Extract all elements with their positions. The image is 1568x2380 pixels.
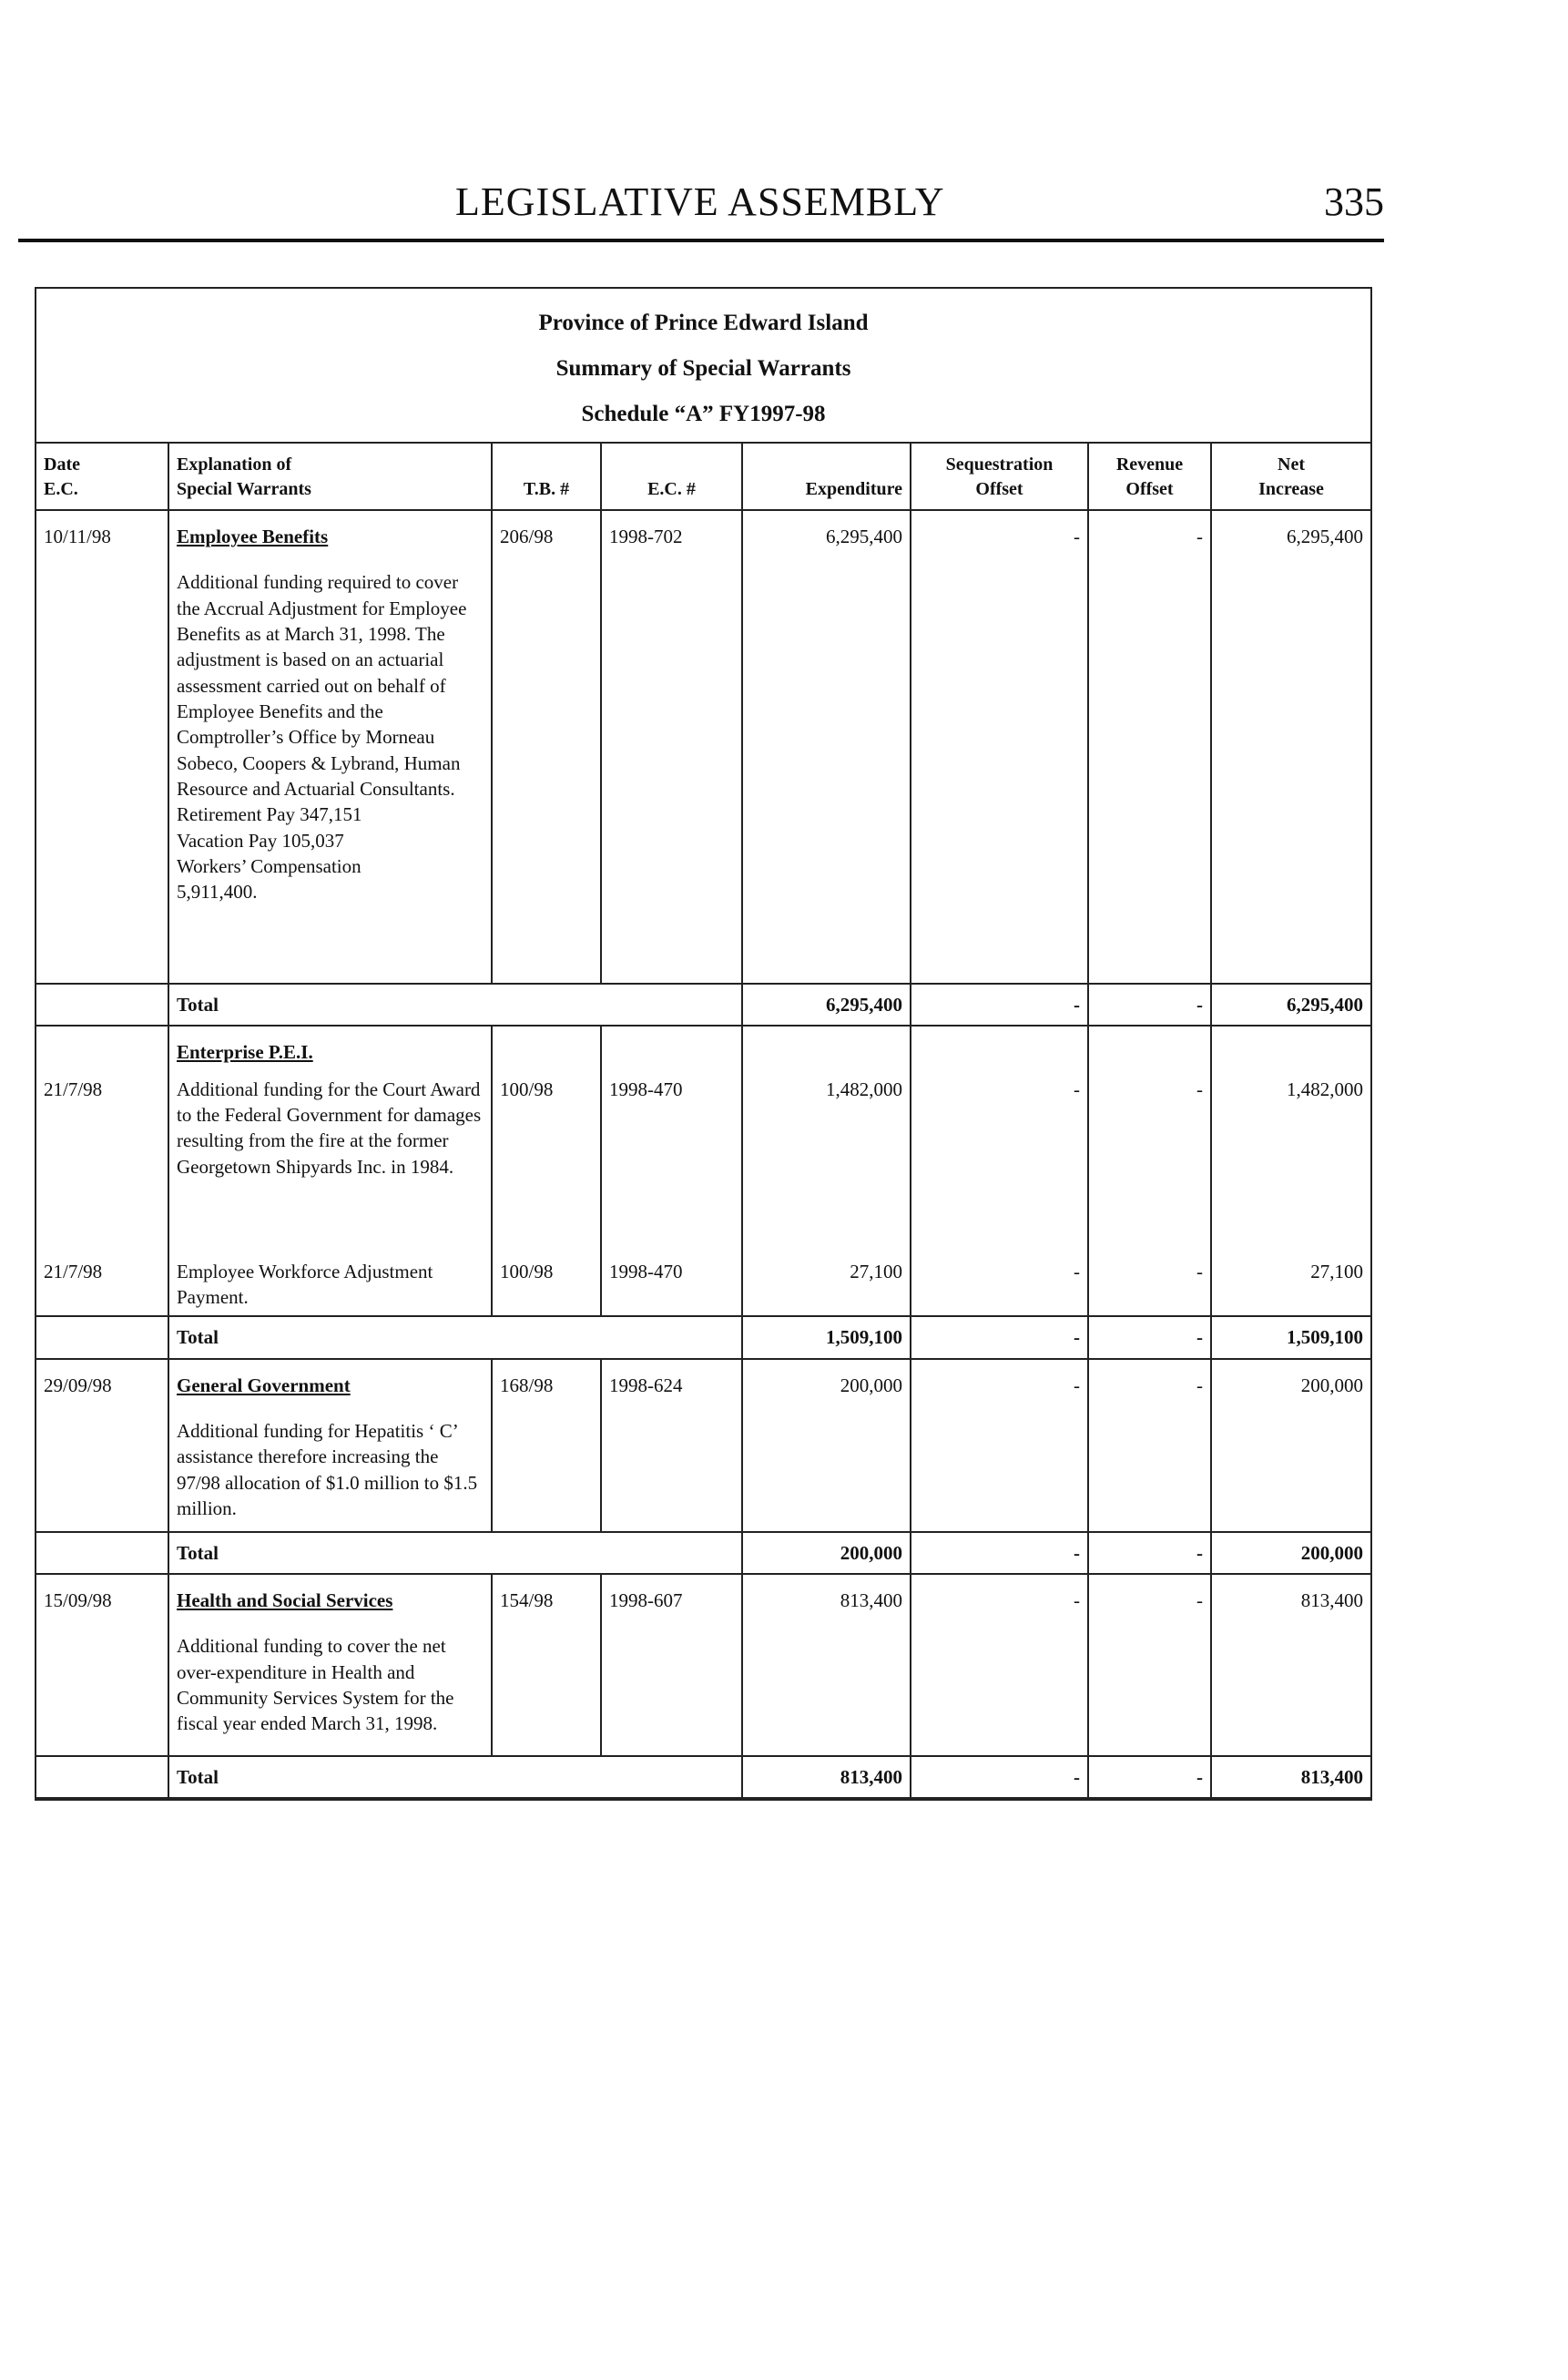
col-date-ec: Date E.C. — [36, 442, 168, 510]
column-header-row — [36, 442, 1370, 510]
entry-ec-number: 1998-607 — [601, 1574, 742, 1756]
total-expenditure: 1,509,100 — [742, 1316, 911, 1358]
total-net-increase: 813,400 — [1211, 1756, 1370, 1798]
table-row — [36, 510, 1370, 984]
entry-date: 10/11/98 — [44, 526, 111, 547]
entry-date: 21/7/98 — [44, 1260, 103, 1282]
entry-tb-number: 100/98 — [492, 1071, 601, 1253]
entry-tb-number: 100/98 — [492, 1253, 601, 1317]
total-net-increase: 200,000 — [1211, 1532, 1370, 1574]
caption-schedule: Schedule “A” FY1997-98 — [581, 402, 826, 426]
section-heading-label: Enterprise P.E.I. — [177, 1041, 313, 1064]
entry-sequestration-offset: - — [911, 1574, 1088, 1756]
total-row — [36, 1532, 1370, 1574]
total-expenditure: 813,400 — [742, 1756, 911, 1798]
entry-net-increase: 27,100 — [1211, 1253, 1370, 1317]
section-heading-spacer — [36, 1026, 168, 1070]
total-sequestration-offset: - — [911, 1532, 1088, 1574]
total-expenditure: 200,000 — [742, 1532, 911, 1574]
col-net-increase: Net Increase — [1211, 442, 1370, 510]
entry-revenue-offset: - — [1088, 1071, 1211, 1253]
total-label: Total — [168, 1316, 742, 1358]
col-tb-number: T.B. # — [492, 442, 601, 510]
empty-cell — [911, 1026, 1088, 1070]
total-revenue-offset: - — [1088, 984, 1211, 1026]
entry-net-increase: 813,400 — [1211, 1574, 1370, 1756]
total-expenditure: 6,295,400 — [742, 984, 911, 1026]
col-revenue-offset: Revenue Offset — [1088, 442, 1211, 510]
total-label: Total — [168, 1756, 742, 1798]
special-warrants-table — [36, 442, 1370, 1799]
col-explanation: Explanation of Special Warrants — [168, 442, 492, 510]
entry-date: 29/09/98 — [44, 1374, 112, 1396]
table-row — [36, 1574, 1370, 1756]
total-revenue-offset: - — [1088, 1756, 1211, 1798]
entry-sequestration-offset: - — [911, 1359, 1088, 1532]
empty-cell — [492, 1026, 601, 1070]
page-header — [18, 179, 1384, 242]
entry-sequestration-offset: - — [911, 1253, 1088, 1317]
entry-ec-number: 1998-470 — [601, 1071, 742, 1253]
empty-cell — [742, 1026, 911, 1070]
empty-cell — [1088, 1026, 1211, 1070]
entry-expenditure: 200,000 — [742, 1359, 911, 1532]
entry-description: Additional funding required to cover the Accrual Adjustment for Employee Benefits as at March 31, 1998. The adjustment is based on an actuarial assessment carried out on behalf of Employee Benefits and the Comptroller’s Office by Morneau Sobeco, Coopers & Lybrand, Human Resource and Actuarial Consultants. Retirement Pay 347,151 Vacation Pay 105,037 Workers’ Compensation 5,911,400. — [177, 571, 467, 904]
entry-sequestration-offset: - — [911, 1071, 1088, 1253]
total-sequestration-offset: - — [911, 1756, 1088, 1798]
entry-description: Additional funding for Hepatitis ‘ C’ assistance therefore increasing the 97/98 allocation of $1.0 million to $1.5 million. — [177, 1420, 478, 1520]
col-sequestration-offset: Sequestration Offset — [911, 442, 1088, 510]
entry-expenditure: 813,400 — [742, 1574, 911, 1756]
entry-sequestration-offset: - — [911, 510, 1088, 984]
entry-ec-number: 1998-470 — [601, 1253, 742, 1317]
entry-ec-number: 1998-702 — [601, 510, 742, 984]
total-revenue-offset: - — [1088, 1532, 1211, 1574]
total-net-increase: 1,509,100 — [1211, 1316, 1370, 1358]
entry-tb-number: 154/98 — [492, 1574, 601, 1756]
total-sequestration-offset: - — [911, 984, 1088, 1026]
entry-description: Additional funding to cover the net over-expenditure in Health and Community Services System for the fiscal year ended March 31, 1998. — [177, 1635, 454, 1735]
entry-explanation — [168, 510, 492, 984]
entry-heading: Employee Benefits — [177, 526, 329, 547]
table-row — [36, 1071, 1370, 1253]
section-heading — [168, 1026, 492, 1070]
total-revenue-offset: - — [1088, 1316, 1211, 1358]
special-warrants-table-frame — [35, 287, 1372, 1801]
total-row — [36, 1316, 1370, 1358]
entry-revenue-offset: - — [1088, 1574, 1211, 1756]
total-sequestration-offset: - — [911, 1316, 1088, 1358]
total-label: Total — [168, 1532, 742, 1574]
total-spacer — [36, 1532, 168, 1574]
entry-tb-number: 206/98 — [492, 510, 601, 984]
entry-date: 15/09/98 — [44, 1589, 112, 1612]
table-row — [36, 1359, 1370, 1532]
entry-revenue-offset: - — [1088, 1359, 1211, 1532]
entry-date: 21/7/98 — [44, 1078, 103, 1100]
page-title: LEGISLATIVE ASSEMBLY — [455, 179, 945, 224]
entry-tb-number: 168/98 — [492, 1359, 601, 1532]
col-expenditure: Expenditure — [742, 442, 911, 510]
section-heading-row — [36, 1026, 1370, 1070]
entry-revenue-offset: - — [1088, 510, 1211, 984]
page-number: 335 — [1324, 179, 1384, 224]
table-row — [36, 1253, 1370, 1317]
total-spacer — [36, 1316, 168, 1358]
entry-description: Additional funding for the Court Award to the Federal Government for damages resulting from the fire at the former Georgetown Shipyards Inc. in 1984. — [168, 1071, 492, 1253]
total-spacer — [36, 984, 168, 1026]
entry-net-increase: 200,000 — [1211, 1359, 1370, 1532]
entry-description: Employee Workforce Adjustment Payment. — [168, 1253, 492, 1317]
table-caption — [36, 289, 1370, 444]
entry-expenditure: 6,295,400 — [742, 510, 911, 984]
entry-explanation — [168, 1359, 492, 1532]
entry-heading: Health and Social Services — [177, 1589, 393, 1612]
entry-revenue-offset: - — [1088, 1253, 1211, 1317]
empty-cell — [601, 1026, 742, 1070]
total-spacer — [36, 1756, 168, 1798]
caption-province: Province of Prince Edward Island — [538, 311, 869, 335]
empty-cell — [1211, 1026, 1370, 1070]
caption-summary: Summary of Special Warrants — [555, 356, 851, 381]
entry-net-increase: 1,482,000 — [1211, 1071, 1370, 1253]
entry-net-increase: 6,295,400 — [1211, 510, 1370, 984]
total-net-increase: 6,295,400 — [1211, 984, 1370, 1026]
total-label: Total — [168, 984, 742, 1026]
col-ec-number: E.C. # — [601, 442, 742, 510]
entry-heading: General Government — [177, 1374, 351, 1396]
total-row — [36, 984, 1370, 1026]
entry-expenditure: 1,482,000 — [742, 1071, 911, 1253]
entry-ec-number: 1998-624 — [601, 1359, 742, 1532]
total-row — [36, 1756, 1370, 1798]
entry-expenditure: 27,100 — [742, 1253, 911, 1317]
entry-explanation — [168, 1574, 492, 1756]
